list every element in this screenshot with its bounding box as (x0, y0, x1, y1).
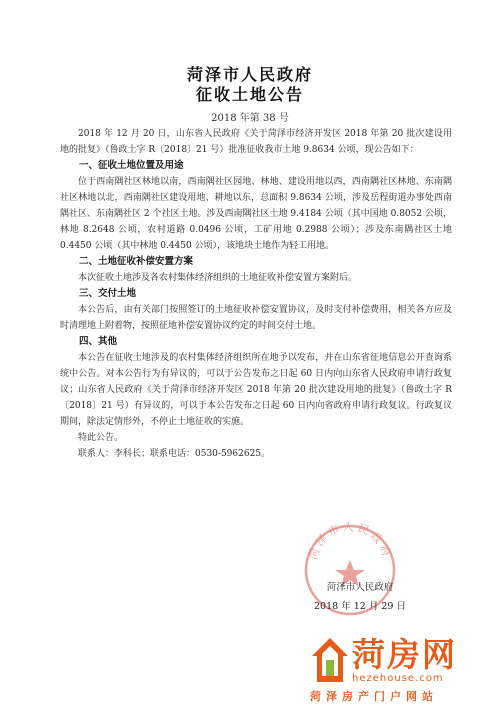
brand-name: 菏房网 (352, 635, 457, 674)
brand-domain: hezehouse.com (352, 673, 444, 684)
intro-paragraph: 2018 年 12 月 20 日，山东省人民政府《关于菏泽市经济开发区 2018 年第 20 批次建设用地的批复》（鲁政土字 R〔2018〕21 号）批准征收我市土地 9.8634 公顷，现公告如下： (60, 129, 452, 155)
section-paragraph: 本次征收土地涉及各农村集体经济组织的土地征收补偿安置方案附后。 (78, 273, 358, 283)
site-watermark (290, 636, 490, 702)
section-paragraph: 本公告后，由有关部门按照签订的土地征收补偿安置协议，及时支付补偿费用，相关各方应及时清理地上附着物，按照征地补偿安置协议约定的时间交付土地。 (60, 305, 452, 331)
section-heading: 三、交付土地 (79, 288, 137, 299)
section-heading: 二、土地征收补偿安置方案 (79, 256, 194, 267)
house-logo-icon (310, 636, 350, 686)
section-paragraph: 本公告在征收土地涉及的农村集体经济组织所在地予以发布，并在山东省征地信息公开查询系统中公告。对本公告行为有异议的，可以于公告发布之日起 60 日内向山东省人民政府申请行政复议；山东省人民政府《关于菏泽市经济开发区 2018 年第 20 批次建设用地的批复》（鲁政土字 R〔2018〕21 号）有异议的，可以于本公告发布之日起 60 日内向省政府申请行政复议。行政复议期间，除法定情形外，不停止土地征收的实施。 (60, 353, 452, 427)
contact-info: 联系人：李科长；联系电话：0530-5962625。 (78, 449, 271, 459)
document-body (60, 126, 452, 462)
title-line-2: 征收土地公告 (195, 85, 304, 104)
signature-date: 2018 年 12 月 29 日 (314, 601, 406, 612)
section-heading: 四、其他 (79, 336, 118, 347)
section-heading: 一、征收土地位置及用途 (79, 160, 184, 171)
brand-slogan: 菏泽房产门户网站 (310, 690, 438, 703)
document-number: 2018 年第 38 号 (211, 113, 289, 124)
seal-text: 菏泽市人民政府 (306, 520, 394, 562)
section-paragraph: 位于西南隅社区林地以南，西南隅社区园地、林地、建设用地以西，西南隅社区林地、东南隅社区林地以北，西南隅社区建设用地、耕地以东，总面积 9.8634 公顷，涉及岳程街道办事处西南隅社区、东南隅社区 2 个社区土地。涉及西南隅社区土地 9.4184 公顷（其中国地 0.8052 公顷，林地 8.2648 公顷，农村道路 0.0496 公顷，工矿用地 0.2988 公顷）；涉及东南隅社区土地 0.4450 公顷（其中林地 0.4450 公顷），该地块土地作为轻工用地。 (60, 177, 452, 251)
title-line-1: 菏泽市人民政府 (186, 65, 313, 84)
closing-statement: 特此公告。 (78, 433, 124, 443)
signature-organization: 菏泽市人民政府 (326, 582, 394, 593)
svg-text:菏泽市人民政府 (305, 521, 395, 562)
